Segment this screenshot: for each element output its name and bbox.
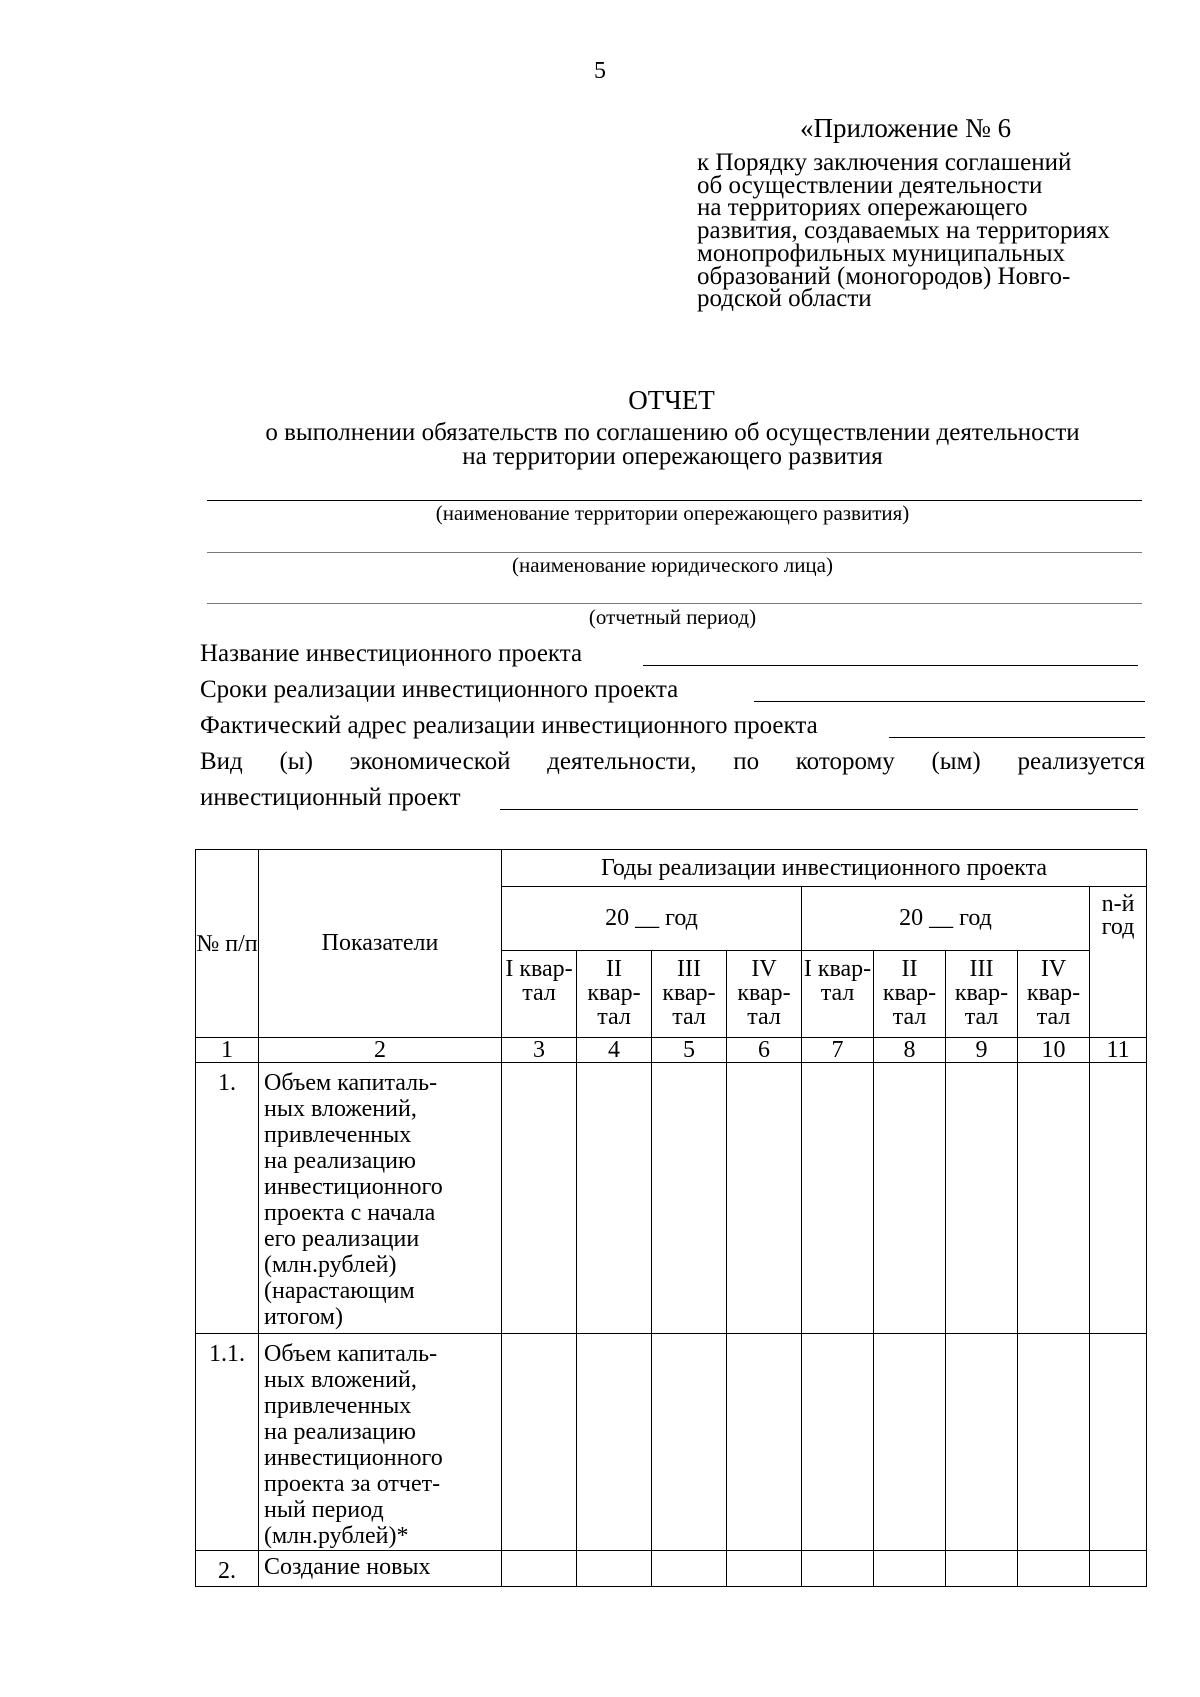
- header-quarter: I квар-тал: [802, 951, 874, 1038]
- indicator-line: привлеченных: [264, 1122, 412, 1148]
- activity-word: реализуется: [1017, 748, 1145, 775]
- annex-line: монопрофильных муниципальных: [697, 239, 1066, 267]
- indicator-line: его реализации: [264, 1226, 420, 1252]
- indicator-line: ных вложений,: [264, 1367, 417, 1393]
- table-row: [196, 1334, 1147, 1551]
- header-quarter: III квар-тал: [946, 951, 1018, 1038]
- data-cell[interactable]: [946, 1334, 1018, 1551]
- row-number: 2.: [196, 1551, 259, 1587]
- data-cell[interactable]: [502, 1551, 577, 1587]
- header-quarter: I квар-тал: [502, 951, 577, 1038]
- header-year-1: 20 __ год: [502, 887, 802, 951]
- activity-word: деятельности,: [547, 748, 697, 775]
- data-cell[interactable]: [652, 1334, 727, 1551]
- data-cell[interactable]: [1090, 1334, 1147, 1551]
- data-cell[interactable]: [1090, 1551, 1147, 1587]
- indicator-line: итогом): [264, 1304, 343, 1330]
- annex-reference: [697, 149, 1110, 313]
- indicator-line: Создание новых: [264, 1554, 431, 1580]
- header-indicators: Показатели: [259, 850, 502, 1038]
- data-cell[interactable]: [1018, 1334, 1090, 1551]
- data-cell[interactable]: [802, 1551, 874, 1587]
- indicator-line: (нарастающим: [264, 1278, 415, 1304]
- data-cell[interactable]: [652, 1551, 727, 1587]
- data-cell[interactable]: [946, 1551, 1018, 1587]
- row-number: 1.1.: [196, 1334, 259, 1551]
- column-number: 9: [946, 1038, 1018, 1063]
- activity-type-label-continued: инвестиционный проект: [200, 784, 461, 811]
- activity-type-line[interactable]: [500, 809, 1138, 810]
- indicator-line: Объем капиталь-: [264, 1341, 438, 1367]
- activity-word: по: [733, 748, 760, 775]
- period-caption: (отчетный период): [588, 605, 757, 629]
- activity-word: которому: [795, 748, 895, 775]
- data-cell[interactable]: [874, 1551, 946, 1587]
- data-cell[interactable]: [727, 1551, 802, 1587]
- project-address-line[interactable]: [889, 737, 1145, 738]
- column-number: 3: [502, 1038, 577, 1063]
- indicator-line: ный период: [264, 1497, 384, 1523]
- activity-word: экономической: [349, 748, 511, 775]
- indicator-line: ных вложений,: [264, 1096, 417, 1122]
- table-row: [196, 1063, 1147, 1334]
- column-number: 7: [802, 1038, 874, 1063]
- column-number: 5: [652, 1038, 727, 1063]
- legal-entity-caption: (наименование юридического лица): [512, 553, 833, 577]
- project-name-line[interactable]: [643, 665, 1138, 666]
- data-cell[interactable]: [652, 1063, 727, 1334]
- data-cell[interactable]: [802, 1063, 874, 1334]
- annex-line: об осуществлении деятельности: [697, 171, 1043, 199]
- row-indicator: [259, 1334, 502, 1551]
- annex-line: родской области: [697, 285, 872, 313]
- project-terms-line[interactable]: [754, 701, 1145, 702]
- data-cell[interactable]: [874, 1334, 946, 1551]
- header-quarter: III квар-тал: [652, 951, 727, 1038]
- report-table: [195, 849, 1147, 1587]
- column-number: 2: [259, 1038, 502, 1063]
- data-cell[interactable]: [502, 1063, 577, 1334]
- row-indicator: [259, 1063, 502, 1334]
- data-cell[interactable]: [802, 1334, 874, 1551]
- data-cell[interactable]: [1090, 1063, 1147, 1334]
- header-quarter: II квар-тал: [874, 951, 946, 1038]
- project-name-label: Название инвестиционного проекта: [200, 640, 583, 667]
- data-cell[interactable]: [727, 1334, 802, 1551]
- column-number: 8: [874, 1038, 946, 1063]
- column-number: 6: [727, 1038, 802, 1063]
- header-nth-year: n-й год: [1090, 887, 1147, 1038]
- project-address-label: Фактический адрес реализации инвестиционного проекта: [200, 712, 818, 739]
- column-number: 1: [196, 1038, 259, 1063]
- header-quarter: II квар-тал: [577, 951, 652, 1038]
- header-quarter: IV квар-тал: [727, 951, 802, 1038]
- row-number: 1.: [196, 1063, 259, 1334]
- data-cell[interactable]: [577, 1063, 652, 1334]
- header-num: № п/п: [196, 850, 259, 1038]
- data-cell[interactable]: [727, 1063, 802, 1334]
- data-cell[interactable]: [1018, 1063, 1090, 1334]
- column-number: 11: [1090, 1038, 1147, 1063]
- activity-word: (ым): [931, 748, 981, 775]
- header-year-2: 20 __ год: [802, 887, 1090, 951]
- annex-line: к Порядку заключения соглашений: [697, 149, 1072, 176]
- activity-type-label: [200, 748, 1145, 776]
- data-cell[interactable]: [577, 1334, 652, 1551]
- indicator-line: привлеченных: [264, 1393, 412, 1419]
- report-subtitle: [205, 421, 1140, 469]
- indicator-line: инвестиционного: [264, 1445, 443, 1471]
- indicator-line: проекта за отчет-: [264, 1471, 441, 1497]
- report-title: ОТЧЕТ: [628, 385, 715, 415]
- table-row: [196, 1551, 1147, 1587]
- indicator-line: Объем капиталь-: [264, 1070, 438, 1096]
- indicator-line: проекта с начала: [264, 1200, 436, 1226]
- annex-line: на территориях опережающего: [697, 194, 1028, 222]
- annex-line: развития, создаваемых на территориях: [697, 217, 1110, 245]
- activity-word: (ы): [279, 748, 313, 775]
- data-cell[interactable]: [502, 1334, 577, 1551]
- project-terms-label: Сроки реализации инвестиционного проекта: [200, 676, 679, 703]
- indicator-line: инвестиционного: [264, 1174, 443, 1200]
- subtitle-line: о выполнении обязательств по соглашению об осуществлении деятельности: [265, 419, 1080, 446]
- data-cell[interactable]: [1018, 1551, 1090, 1587]
- data-cell[interactable]: [874, 1063, 946, 1334]
- column-number: 10: [1018, 1038, 1090, 1063]
- data-cell[interactable]: [577, 1551, 652, 1587]
- indicator-line: (млн.рублей): [264, 1252, 397, 1278]
- data-cell[interactable]: [946, 1063, 1018, 1334]
- indicator-line: (млн.рублей)*: [264, 1523, 409, 1549]
- column-number: 4: [577, 1038, 652, 1063]
- subtitle-line: на территории опережающего развития: [462, 443, 883, 470]
- row-indicator: [259, 1551, 502, 1587]
- annex-title: «Приложение № 6: [800, 113, 1012, 143]
- header-years: Годы реализации инвестиционного проекта: [502, 850, 1147, 887]
- annex-line: образований (моногородов) Новго-: [697, 262, 1071, 290]
- indicator-line: на реализацию: [264, 1148, 416, 1174]
- period-line[interactable]: [207, 603, 1142, 604]
- header-quarter: IV квар-тал: [1018, 951, 1090, 1038]
- indicator-line: на реализацию: [264, 1419, 416, 1445]
- page-number: 5: [594, 58, 606, 84]
- territory-caption: (наименование территории опережающего развития): [435, 501, 910, 525]
- activity-word: Вид: [200, 748, 243, 775]
